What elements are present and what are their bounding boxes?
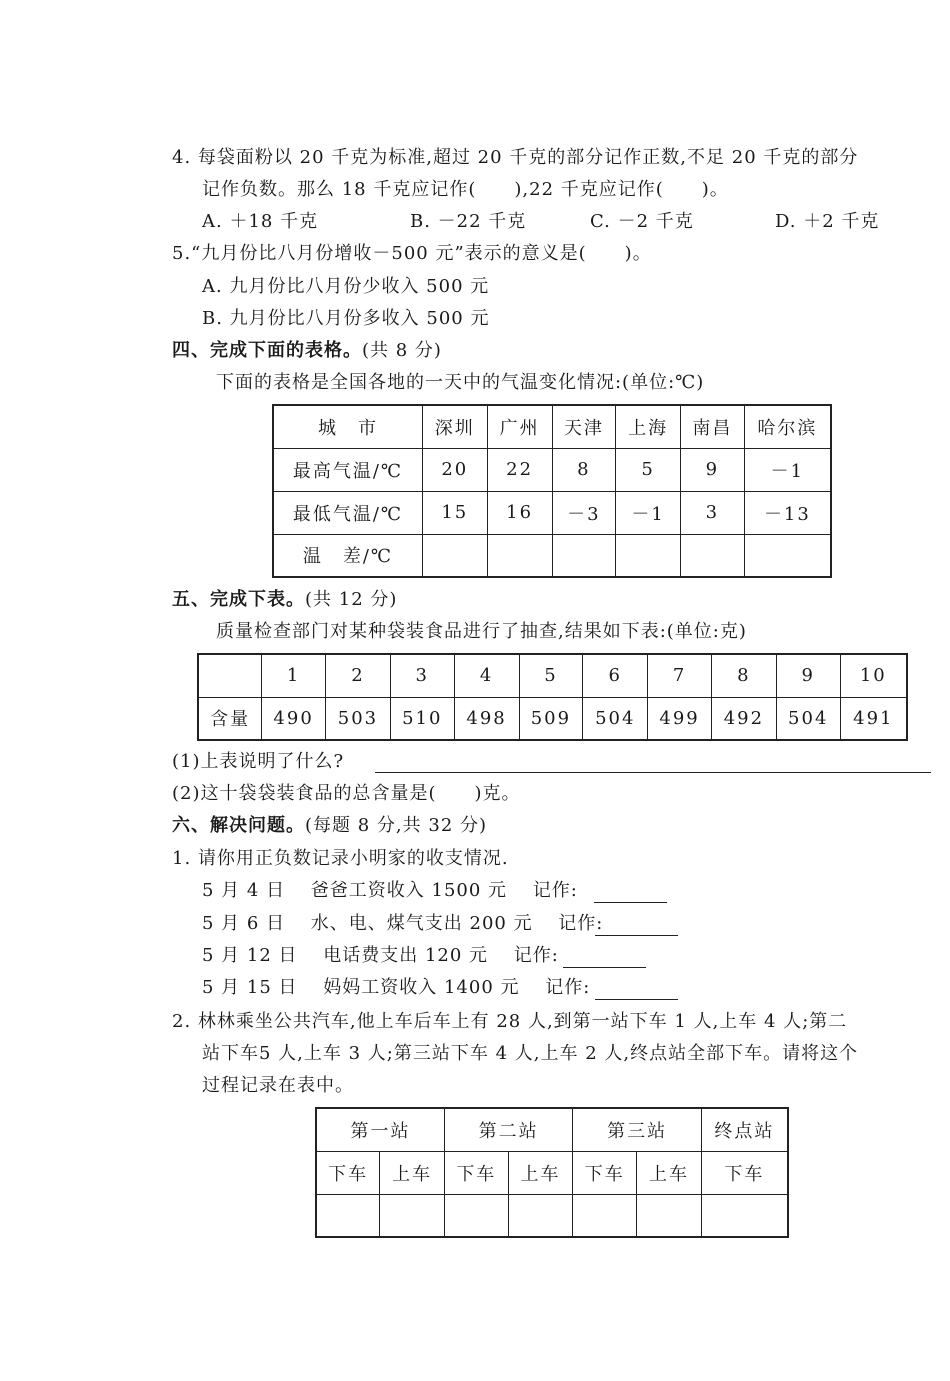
table-cell: －1 — [616, 491, 681, 534]
table-cell: 492 — [711, 697, 776, 740]
section6-score: (每题 8 分,共 32 分) — [305, 815, 488, 836]
section5-q2: (2)这十袋袋装食品的总含量是( )克。 — [172, 783, 521, 804]
q4-option-d: D. ＋2 千克 — [775, 211, 880, 232]
sub-header-row — [316, 1151, 788, 1194]
answer-blank[interactable] — [375, 772, 931, 773]
row-label: 最高气温/℃ — [273, 448, 422, 491]
section4-title: 四、完成下面的表格。 — [172, 340, 362, 361]
table-cell: 499 — [648, 697, 712, 740]
sample-header-cell: 2 — [326, 654, 391, 697]
table-cell: 498 — [454, 697, 519, 740]
sub-header-cell: 下车 — [701, 1151, 788, 1194]
sample-header-cell: 10 — [840, 654, 907, 697]
answer-cell[interactable] — [508, 1194, 573, 1237]
temperature-table — [272, 404, 832, 578]
temperature-header-cell: 上海 — [616, 405, 681, 448]
answer-cell[interactable] — [681, 534, 745, 577]
sample-header-cell: 8 — [711, 654, 776, 697]
answer-cell[interactable] — [701, 1194, 788, 1237]
section4-score: (共 8 分) — [362, 340, 442, 361]
table-cell: 20 — [422, 448, 487, 491]
record-item: 5 月 4 日 爸爸工资收入 1500 元 记作: — [202, 880, 578, 901]
sub-header-cell: 下车 — [444, 1151, 508, 1194]
table-cell: 504 — [776, 697, 840, 740]
section4-heading — [172, 339, 442, 363]
temperature-header-row — [273, 405, 831, 448]
section6-p2-line1: 2. 林林乘坐公共汽车,他上车后车上有 28 人,到第一站下车 1 人,上车 4 人;第二 — [172, 1011, 848, 1032]
table-cell: 8 — [552, 448, 616, 491]
answer-blank[interactable] — [563, 967, 646, 968]
sample-header-row — [198, 654, 907, 697]
answer-cell[interactable] — [616, 534, 681, 577]
temperature-header-cell: 天津 — [552, 405, 616, 448]
table-cell: 3 — [681, 491, 745, 534]
record-item: 5 月 6 日 水、电、煤气支出 200 元 记作: — [202, 913, 604, 934]
q4-line1: 4. 每袋面粉以 20 千克为标准,超过 20 千克的部分记作正数,不足 20 千克的部分 — [172, 147, 859, 168]
table-cell: －3 — [552, 491, 616, 534]
sample-header-cell: 1 — [262, 654, 326, 697]
table-cell: 509 — [519, 697, 583, 740]
answer-cell[interactable] — [573, 1194, 637, 1237]
q4-option-a: A. ＋18 千克 — [202, 211, 319, 232]
station-header-cell: 终点站 — [701, 1108, 788, 1151]
section5-intro: 质量检查部门对某种袋装食品进行了抽查,结果如下表:(单位:克) — [216, 621, 747, 642]
table-cell: 503 — [326, 697, 391, 740]
sub-header-cell: 上车 — [637, 1151, 702, 1194]
sample-header-cell: 6 — [583, 654, 648, 697]
section4-intro: 下面的表格是全国各地的一天中的气温变化情况:(单位:℃) — [216, 372, 705, 393]
answer-cell[interactable] — [552, 534, 616, 577]
table-cell: 490 — [262, 697, 326, 740]
q4-option-c: C. －2 千克 — [590, 211, 694, 232]
bus-record-table — [315, 1107, 789, 1238]
section6-p2-line3: 过程记录在表中。 — [202, 1075, 354, 1096]
section5-score: (共 12 分) — [305, 589, 398, 610]
answer-cell[interactable] — [444, 1194, 508, 1237]
table-cell: －13 — [744, 491, 831, 534]
answer-cell[interactable] — [744, 534, 831, 577]
station-header-row — [316, 1108, 788, 1151]
row-label: 最低气温/℃ — [273, 491, 422, 534]
sub-header-cell: 下车 — [316, 1151, 380, 1194]
station-header-cell: 第一站 — [316, 1108, 444, 1151]
answer-cell[interactable] — [380, 1194, 445, 1237]
row-label: 含量 — [198, 697, 262, 740]
section6-title: 六、解决问题。 — [172, 815, 305, 836]
table-cell: －1 — [744, 448, 831, 491]
sample-header-cell: 9 — [776, 654, 840, 697]
temperature-header-cell: 南昌 — [681, 405, 745, 448]
table-cell: 491 — [840, 697, 907, 740]
sub-header-cell: 下车 — [573, 1151, 637, 1194]
sample-value-row — [198, 697, 907, 740]
station-header-cell: 第三站 — [573, 1108, 701, 1151]
sample-header-cell: 5 — [519, 654, 583, 697]
temperature-header-cell: 广州 — [487, 405, 552, 448]
section6-heading — [172, 814, 487, 838]
table-cell: 15 — [422, 491, 487, 534]
sample-header-cell: 3 — [390, 654, 454, 697]
table-cell: 22 — [487, 448, 552, 491]
q5-line1: 5.“九月份比八月份增收－500 元”表示的意义是( )。 — [172, 243, 652, 264]
table-row — [273, 534, 831, 577]
sub-header-cell: 上车 — [380, 1151, 445, 1194]
record-item: 5 月 12 日 电话费支出 120 元 记作: — [202, 945, 559, 966]
section5-title: 五、完成下表。 — [172, 589, 305, 610]
q5-option-b: B. 九月份比八月份多收入 500 元 — [202, 308, 490, 329]
q5-option-a: A. 九月份比八月份少收入 500 元 — [202, 276, 490, 297]
record-item: 5 月 15 日 妈妈工资收入 1400 元 记作: — [202, 977, 591, 998]
table-cell: 510 — [390, 697, 454, 740]
section6-p1-text: 1. 请你用正负数记录小明家的收支情况. — [172, 848, 509, 869]
station-header-cell: 第二站 — [444, 1108, 572, 1151]
row-label: 温 差/℃ — [273, 534, 422, 577]
answer-cell[interactable] — [422, 534, 487, 577]
sample-header-cell: 7 — [648, 654, 712, 697]
answer-row — [316, 1194, 788, 1237]
sample-header-cell: 4 — [454, 654, 519, 697]
answer-blank[interactable] — [595, 935, 678, 936]
answer-cell[interactable] — [487, 534, 552, 577]
section6-p2-line2: 站下车5 人,上车 3 人;第三站下车 4 人,上车 2 人,终点站全部下车。请将这个 — [202, 1043, 859, 1064]
table-cell: 16 — [487, 491, 552, 534]
q4-option-b: B. －22 千克 — [410, 211, 527, 232]
sample-weight-table — [197, 653, 908, 741]
answer-cell[interactable] — [316, 1194, 380, 1237]
q4-line2: 记作负数。那么 18 千克应记作( ),22 千克应记作( )。 — [202, 179, 729, 200]
temperature-header-cell: 城 市 — [273, 405, 422, 448]
table-row — [273, 448, 831, 491]
table-cell: 5 — [616, 448, 681, 491]
answer-cell[interactable] — [637, 1194, 702, 1237]
table-cell: 504 — [583, 697, 648, 740]
table-cell: 9 — [681, 448, 745, 491]
table-row — [273, 491, 831, 534]
sample-header-cell — [198, 654, 262, 697]
sub-header-cell: 上车 — [508, 1151, 573, 1194]
answer-blank[interactable] — [594, 902, 667, 903]
temperature-header-cell: 哈尔滨 — [744, 405, 831, 448]
section5-q1: (1)上表说明了什么? — [172, 751, 345, 772]
section5-heading — [172, 588, 397, 612]
temperature-header-cell: 深圳 — [422, 405, 487, 448]
answer-blank[interactable] — [595, 999, 678, 1000]
